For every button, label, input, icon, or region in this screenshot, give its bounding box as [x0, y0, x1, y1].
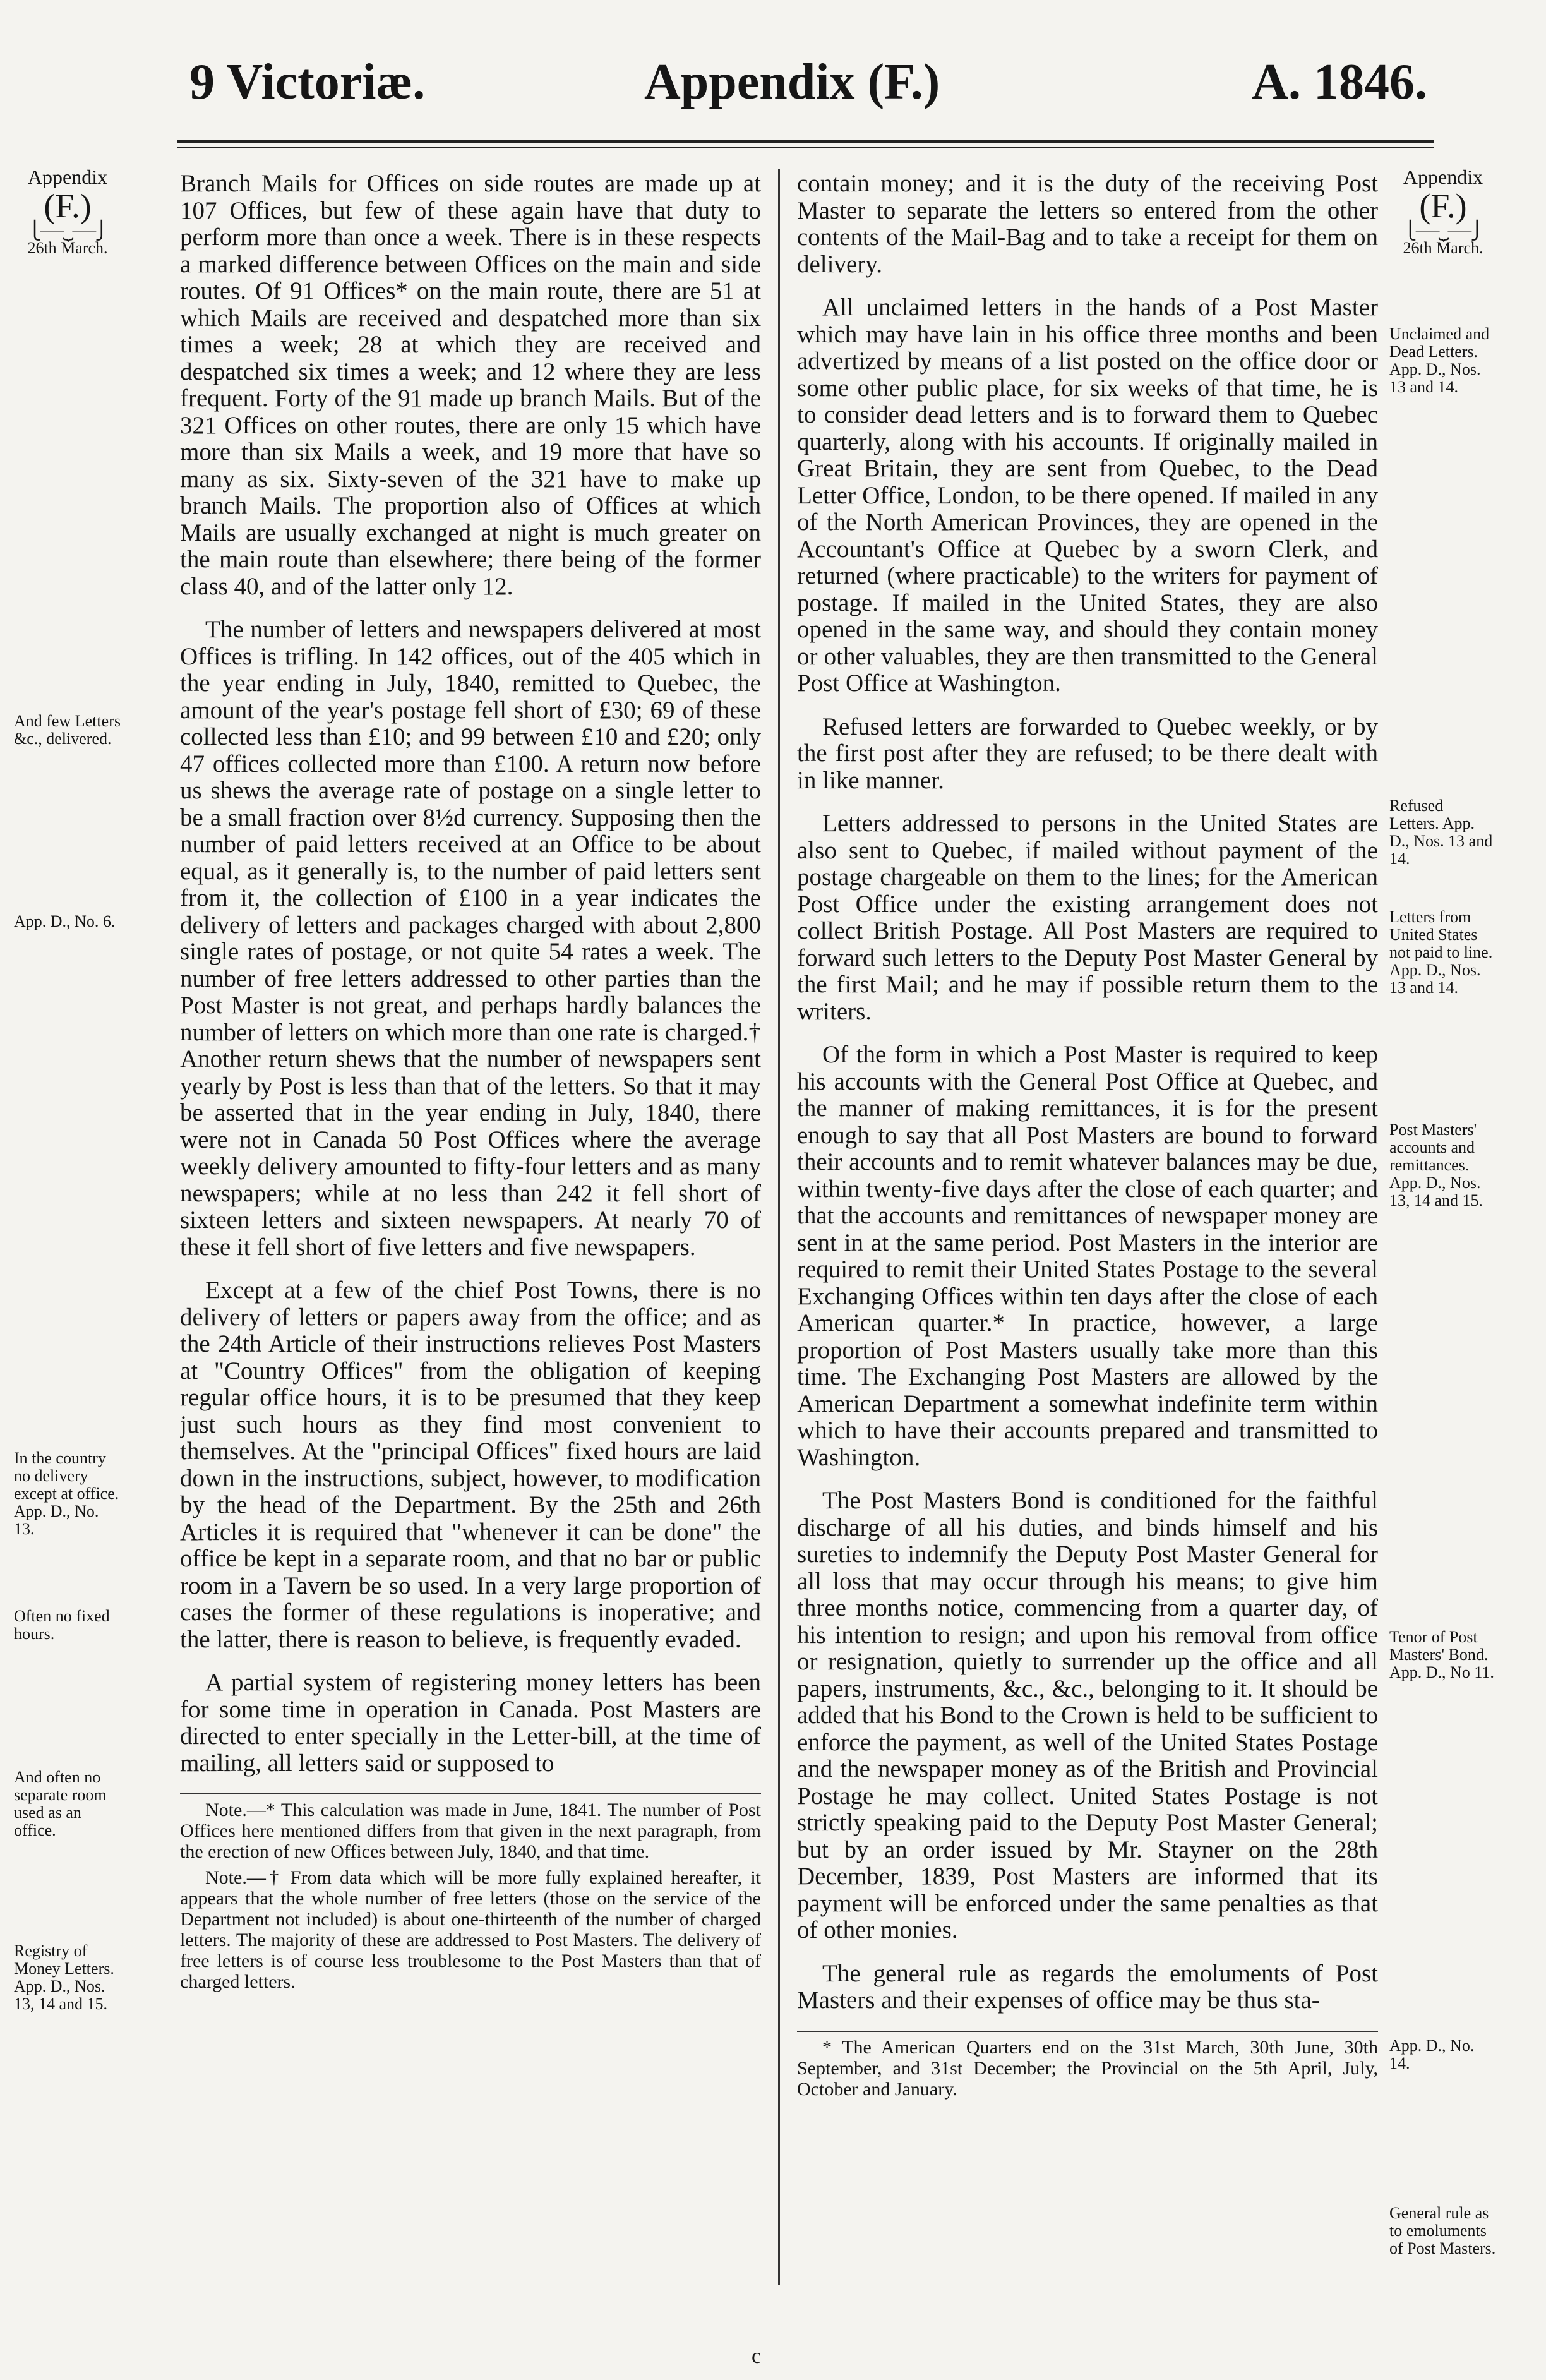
footnote: Note.—* This calculation was made in June, 1841. The number of Post Offices here mentioned differs from that given in the next paragraph, from the erection of new Offices between July, 1840, and that time.	[180, 1800, 761, 1862]
header-rule-thin	[177, 147, 1434, 148]
footnote: * The American Quarters end on the 31st March, 30th June, 30th September, and 31st December; the Provincial on the 5th April, July, October and January.	[797, 2036, 1378, 2100]
paragraph: Of the form in which a Post Master is required to keep his accounts with the General Post Office at Quebec, and the manner of making remittances, it is for the present enough to say that all Post Masters are bound to forward their accounts and to remit whatever balances may be due, within twenty-five days after the close of each quarter; and that the accounts and remittances of newspaper money are sent in at the same period. Post Masters in the interior are required to remit their United States Postage to the several Exchanging Offices within ten days after the close of each American quarter.* In practice, however, a large proportion of Post Masters usually take more than this time. The Exchanging Post Masters are allowed by the American Department a somewhat indefinite term within which to have their accounts prepared and transmitted to Washington.	[797, 1041, 1378, 1471]
appendix-word: Appendix	[27, 165, 108, 188]
paragraph: The general rule as regards the emoluments of Post Masters and their expenses of office may be thus sta-	[797, 1959, 1378, 2014]
margin-note-right: Tenor of Post Masters' Bond. App. D., No 11.	[1389, 1628, 1494, 1681]
appendix-date: 26th March.	[1403, 239, 1483, 257]
column-divider	[778, 169, 780, 2285]
margin-note-right: Post Masters' accounts and remittances. App. D., Nos. 13, 14 and 15.	[1389, 1121, 1483, 1210]
header-center: Appendix (F.)	[644, 54, 940, 110]
appendix-letter: (F.)	[1419, 187, 1467, 225]
signature-mark: c	[752, 2345, 762, 2368]
margin-note-right: Letters from United States not paid to line. App. D., Nos. 13 and 14.	[1389, 908, 1493, 997]
left-column	[180, 171, 761, 2305]
paragraph: Refused letters are forwarded to Quebec weekly, or by the first post after they are refused; to be there dealt with in like manner.	[797, 712, 1378, 794]
margin-note-left: Often no fixed hours.	[14, 1607, 110, 1643]
paragraph: Branch Mails for Offices on side routes are made up at 107 Offices, but few of these again have that duty to perform more than once a week. There is in these respects a marked difference between Offices on the main and side routes. Of 91 Offices* on the main route, there are 51 at which Mails are received and despatched more than six times a week; 28 at which they are received and despatched six times a week; and 12 where they are less frequent. Forty of the 91 made up branch Mails. But of the 321 Offices on other routes, there are only 15 which have more than six Mails a week, and 19 more that have so many as six. Sixty-seven of the 321 have to make up branch Mails. The proportion also of Offices at which Mails are usually exchanged at night is much greater on the main route than elsewhere; there being of the former class 40, and of the latter only 12.	[180, 171, 761, 600]
footnote: Note.—† From data which will be more fully explained hereafter, it appears that the whole number of free letters (those on the service of the Department not included) is about one-thirteenth of the number of charged letters. The majority of these are addressed to Post Masters. The delivery of free letters is of course less troublesome to the Post Masters than that of charged letters.	[180, 1867, 761, 1992]
appendix-letter: (F.)	[44, 187, 92, 225]
header-rule	[177, 140, 1434, 143]
header-right: A. 1846.	[1252, 54, 1427, 110]
right-column	[797, 171, 1378, 2305]
paragraph: Letters addressed to persons in the United States are also sent to Quebec, if mailed without payment of the postage chargeable on them to the lines; for the American Post Office under the existing arrangement does not collect British Postage. All Post Masters are required to forward such letters to the Deputy Post Master General by the first Mail; and he may if possible return them to the writers.	[797, 810, 1378, 1025]
header-left: 9 Victoriæ.	[189, 54, 426, 110]
margin-note-right: Unclaimed and Dead Letters. App. D., Nos. 13 and 14.	[1389, 325, 1490, 396]
appendix-label-right	[1389, 165, 1497, 258]
margin-note-right: Refused Letters. App. D., Nos. 13 and 14.	[1389, 796, 1493, 868]
margin-note-left: Registry of Money Letters. App. D., Nos. 13, 14 and 15.	[14, 1942, 114, 2013]
paragraph: The Post Masters Bond is conditioned for the faithful discharge of all his duties, and binds himself and his sureties to indemnify the Deputy Post Master General for all loss that may occur through his means; to give him three months notice, commencing from a quarter day, of his intention to resign; and upon his removal from office or resignation, quietly to surrender up the office and all papers, instruments, &c., &c., belonging to it. It should be added that his Bond to the Crown is held to be sufficient to enforce the payment, as well of the United States Postage and the newspaper money as of the British and Provincial Postage he may collect. United States Postage is not strictly speaking paid to the Deputy Post Master General; but by an order issued by Mr. Stayner on the 28th December, 1839, Post Masters are informed that its payment will be enforced under the same penalties as that of other monies.	[797, 1487, 1378, 1944]
appendix-date: 26th March.	[27, 239, 108, 257]
appendix-label-left	[14, 165, 121, 258]
margin-note-left: In the country no delivery except at office. App. D., No. 13.	[14, 1449, 119, 1538]
footnotes-right	[797, 2031, 1378, 2100]
footnotes-left	[180, 1793, 761, 1992]
paragraph: A partial system of registering money letters has been for some time in operation in Canada. Post Masters are directed to enter specially in the Letter-bill, at the time of mailing, all letters said or supposed to	[180, 1669, 761, 1777]
appendix-word: Appendix	[1403, 165, 1483, 188]
margin-note-left: And often no separate room used as an office.	[14, 1768, 107, 1839]
running-header	[189, 54, 1427, 111]
paragraph: Except at a few of the chief Post Towns, there is no delivery of letters or papers away from the office; and as the 24th Article of their instructions relieves Post Masters at "Country Offices" from the obligation of keeping regular office hours, it is to be presumed that they keep just such hours as they find most convenient to themselves. At the "principal Offices" fixed hours are laid down in the instructions, subject, however, to modification by the head of the Department. By the 25th and 26th Articles it is required that "whenever it can be done" the office be kept in a separate room, and that no bar or public room in a Tavern be so used. In a very large proportion of cases the former of these regulations is inoperative; and the latter, there is reason to believe, is frequently evaded.	[180, 1277, 761, 1653]
paragraph: The number of letters and newspapers delivered at most Offices is trifling. In 142 offices, out of the 405 which in the year ending in July, 1840, remitted to Quebec, the amount of the year's postage fell short of £30; 69 of these collected less than £10; and 99 between £10 and £20; only 47 offices collected more than £100. A return now before us shews the average rate of postage on a single letter to be a small fraction over 8½d currency. Supposing then the number of paid letters received at an Office to be about equal, as it generally is, to the number of paid letters sent from it, the collection of £100 in a year indicates the delivery of letters and packages charged with about 2,800 single rates of postage, or not quite 54 rates a week. The number of free letters addressed to other parties than the Post Master is not great, and perhaps hardly balances the number of letters on which more than one rate is charged.† Another return shews that the number of newspapers sent yearly by Post is less than that of the letters. So that it may be asserted that in the year ending in July, 1840, there were not in Canada 50 Post Offices where the average weekly delivery amounted to fifty-four letters and as many newspapers; while at no less than 242 it fell short of sixteen letters and sixteen newspapers. At nearly 70 of these it fell short of five letters and five newspapers.	[180, 616, 761, 1261]
margin-note-right: General rule as to emoluments of Post Masters.	[1389, 2204, 1496, 2257]
brace-icon: ⎩⎯⎯⎯⏟⎯⎯⎯⎭	[28, 221, 107, 241]
paragraph: All unclaimed letters in the hands of a Post Master which may have lain in his office three months and been advertized by means of a list posted on the office door or some other public place, for six weeks of that time, he is to consider dead letters and is to forward them to Quebec quarterly, along with his accounts. If originally mailed in Great Britain, they are sent from Quebec, to the Dead Letter Office, London, to be there opened. If mailed in any of the North American Provinces, they are opened in the Accountant's Office at Quebec by a sworn Clerk, and returned (where practicable) to the writers for payment of postage. If mailed in the United States, they are also opened in the same way, and should they contain money or other valuables, they are then transmitted to the General Post Office at Washington.	[797, 294, 1378, 697]
margin-note-left: App. D., No. 6.	[14, 912, 116, 930]
brace-icon: ⎩⎯⎯⎯⏟⎯⎯⎯⎭	[1403, 221, 1483, 241]
paragraph: contain money; and it is the duty of the receiving Post Master to separate the letters so entered from the other contents of the Mail-Bag and to take a receipt for them on delivery.	[797, 171, 1378, 278]
margin-note-right: App. D., No. 14.	[1389, 2036, 1475, 2072]
margin-note-left: And few Letters &c., delivered.	[14, 712, 121, 748]
